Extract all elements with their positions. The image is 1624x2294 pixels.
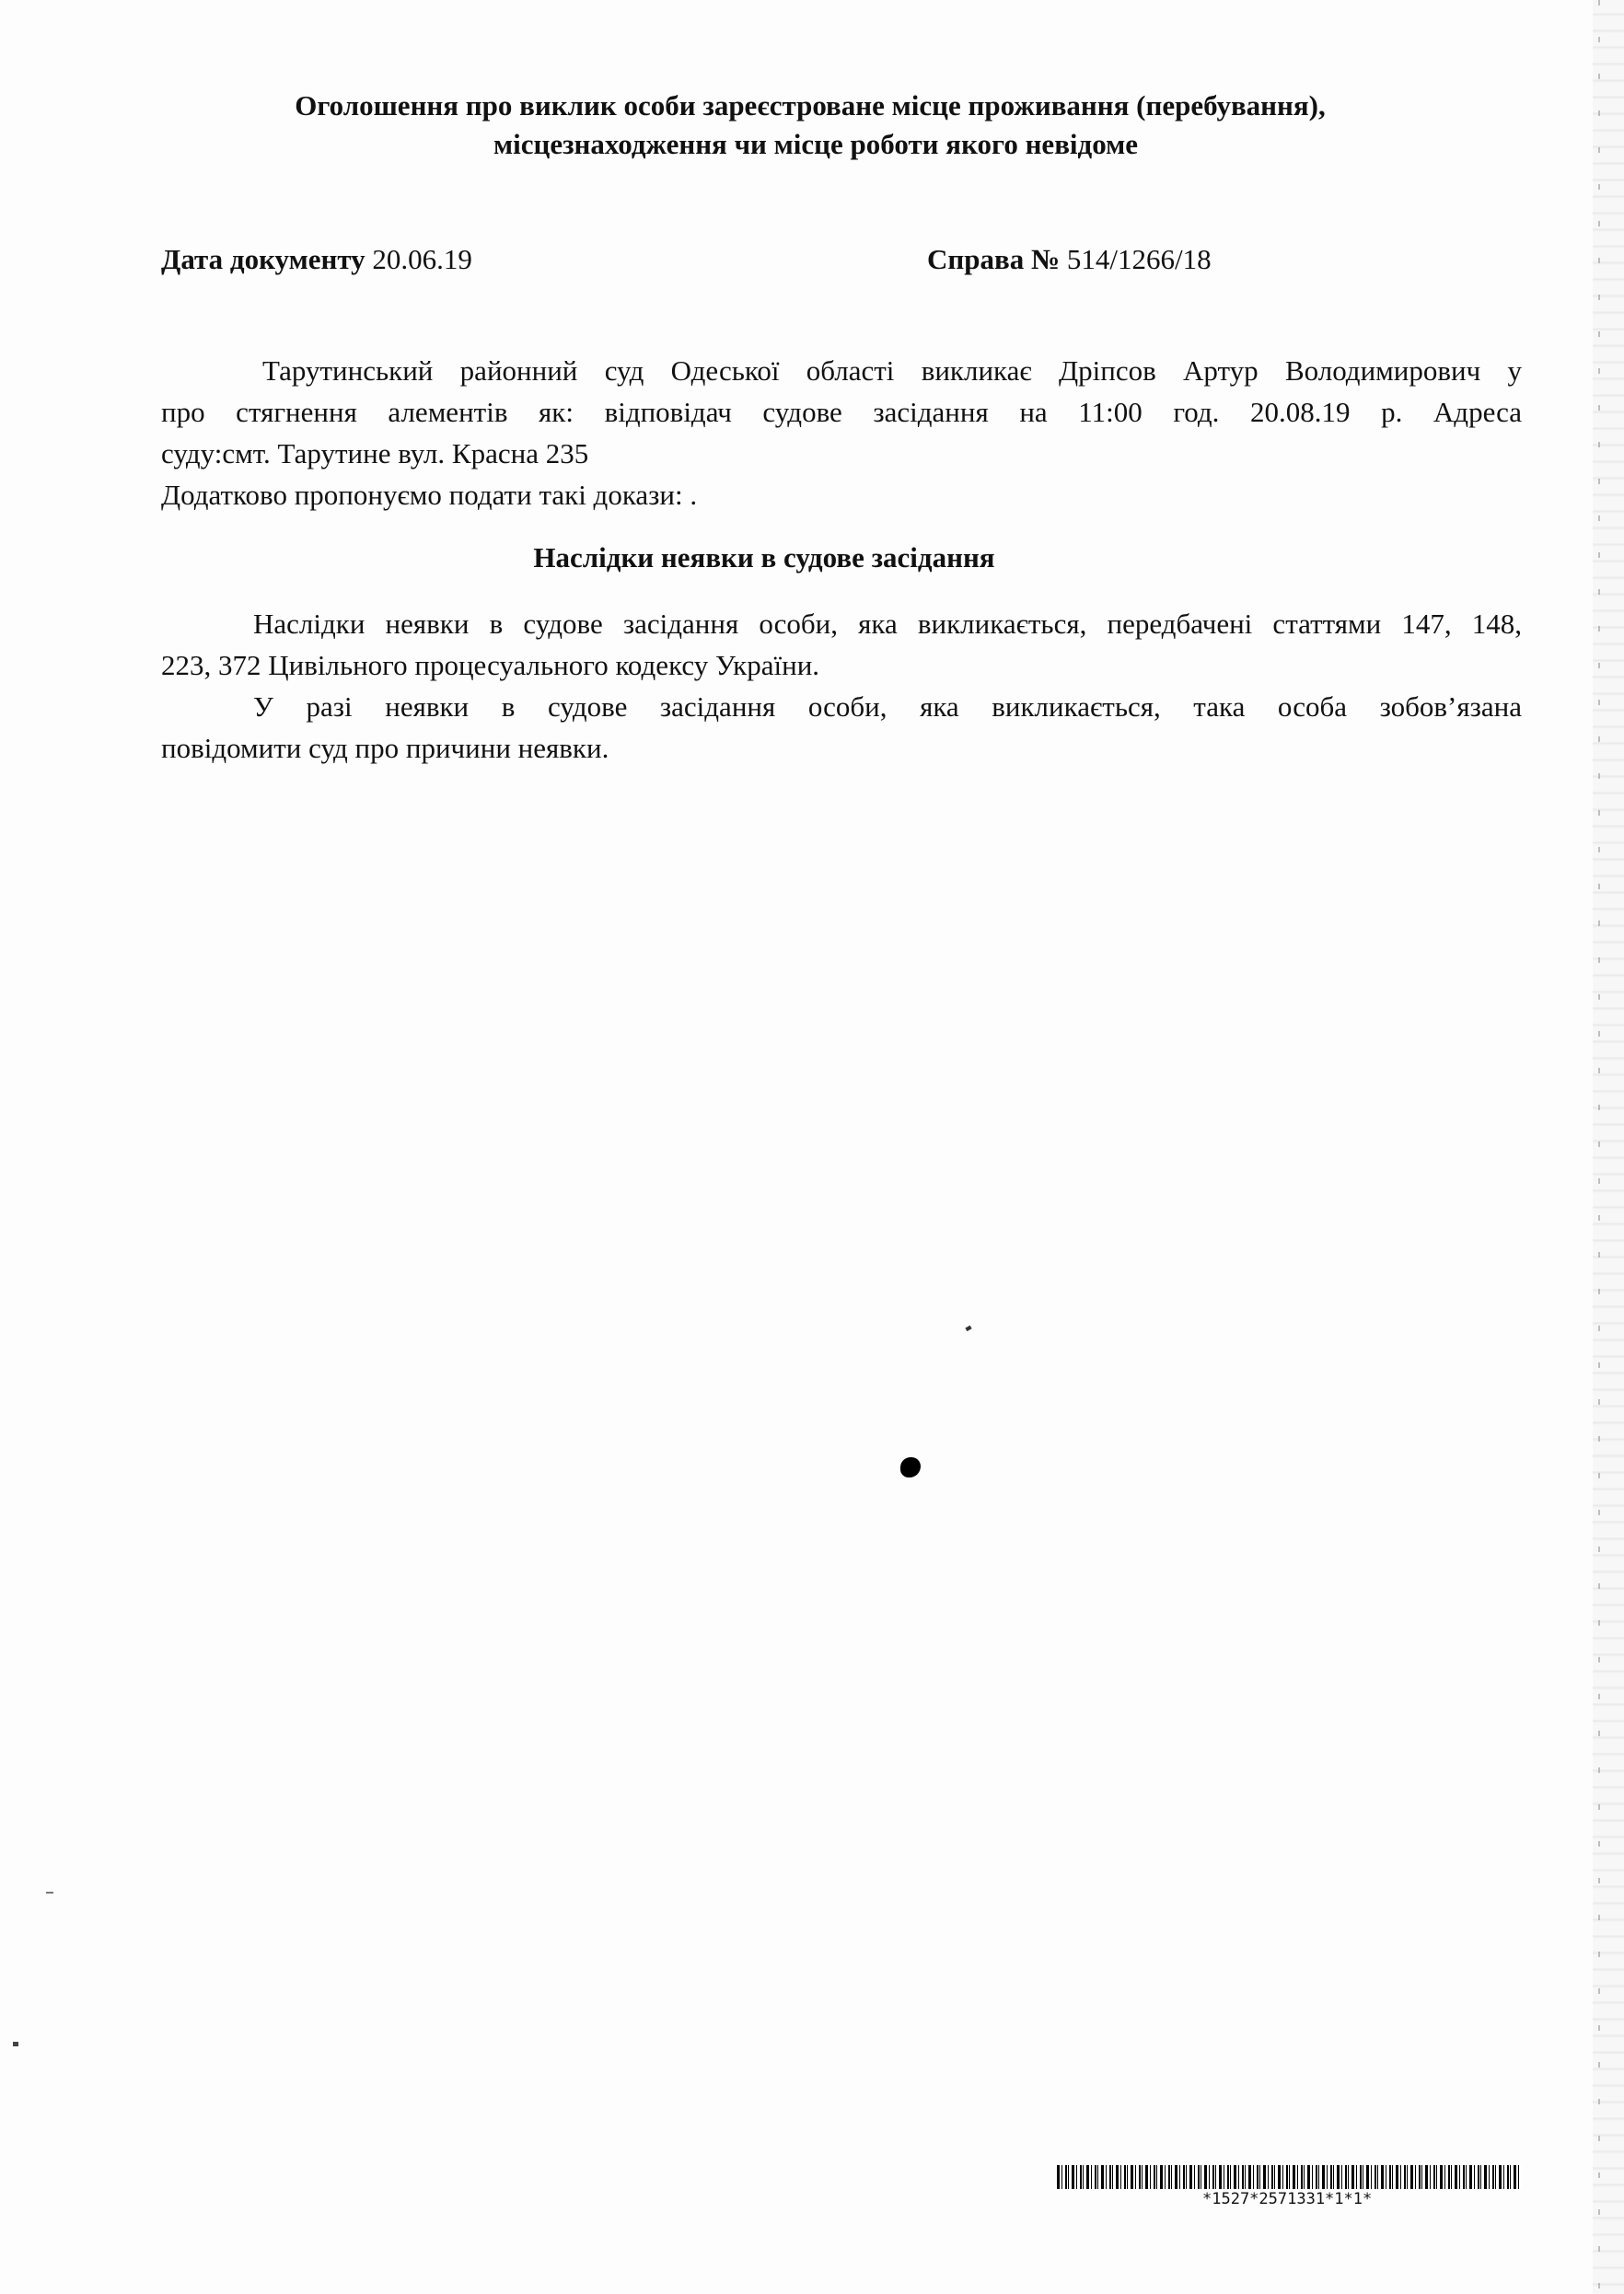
- scan-mark: [46, 1892, 53, 1894]
- summons-line-2: про стягнення алементів як: відповідач судове засідання на 11:00 год. 20.08.19 р. Адреса: [161, 396, 1522, 428]
- summons-line-1: Тарутинський районний суд Одеської області викликає Дріпсов Артур Володимирович у: [262, 354, 1522, 387]
- consequences-p1-line-1: Наслідки неявки в судове засідання особи, яка викликається, передбачені статтями 147, 148,: [253, 608, 1522, 640]
- document-title-line-1: Оголошення про виклик особи зареєстроване місце проживання (перебування),: [295, 89, 1326, 122]
- consequences-p1-line-2: 223, 372 Цивільного процесуального кодексу України.: [161, 649, 820, 681]
- consequences-p2-line-2: повідомити суд про причини неявки.: [161, 732, 609, 764]
- scanned-edge-line: [1598, 0, 1600, 2294]
- ink-speck: [965, 1326, 971, 1331]
- document-date-label: Дата документу: [161, 243, 365, 275]
- document-date-value: 20.06.19: [372, 243, 472, 275]
- summons-line-3: суду:смт. Тарутине вул. Красна 235: [161, 437, 589, 469]
- summons-paragraph: [161, 350, 1522, 516]
- consequences-heading: Наслідки неявки в судове засідання: [533, 541, 995, 574]
- summons-line-4: Додатково пропонуємо подати такі докази: .: [161, 479, 698, 511]
- case-number: [927, 241, 1212, 278]
- case-number-label: Справа №: [927, 243, 1061, 275]
- barcode: [1057, 2165, 1522, 2189]
- barcode-number: *1527*2571331*1*1*: [1202, 2190, 1373, 2208]
- case-number-value: 514/1266/18: [1066, 243, 1212, 275]
- ink-blot: [900, 1457, 921, 1477]
- scan-speck: [13, 2042, 18, 2046]
- consequences-p2-line-1: У разі неявки в судове засідання особи, яка викликається, така особа зобов’язана: [253, 690, 1522, 723]
- consequences-paragraph: [161, 603, 1522, 769]
- document-date: [161, 241, 472, 278]
- document-title-line-2: місцезнаходження чи місце роботи якого невідоме: [493, 128, 1139, 160]
